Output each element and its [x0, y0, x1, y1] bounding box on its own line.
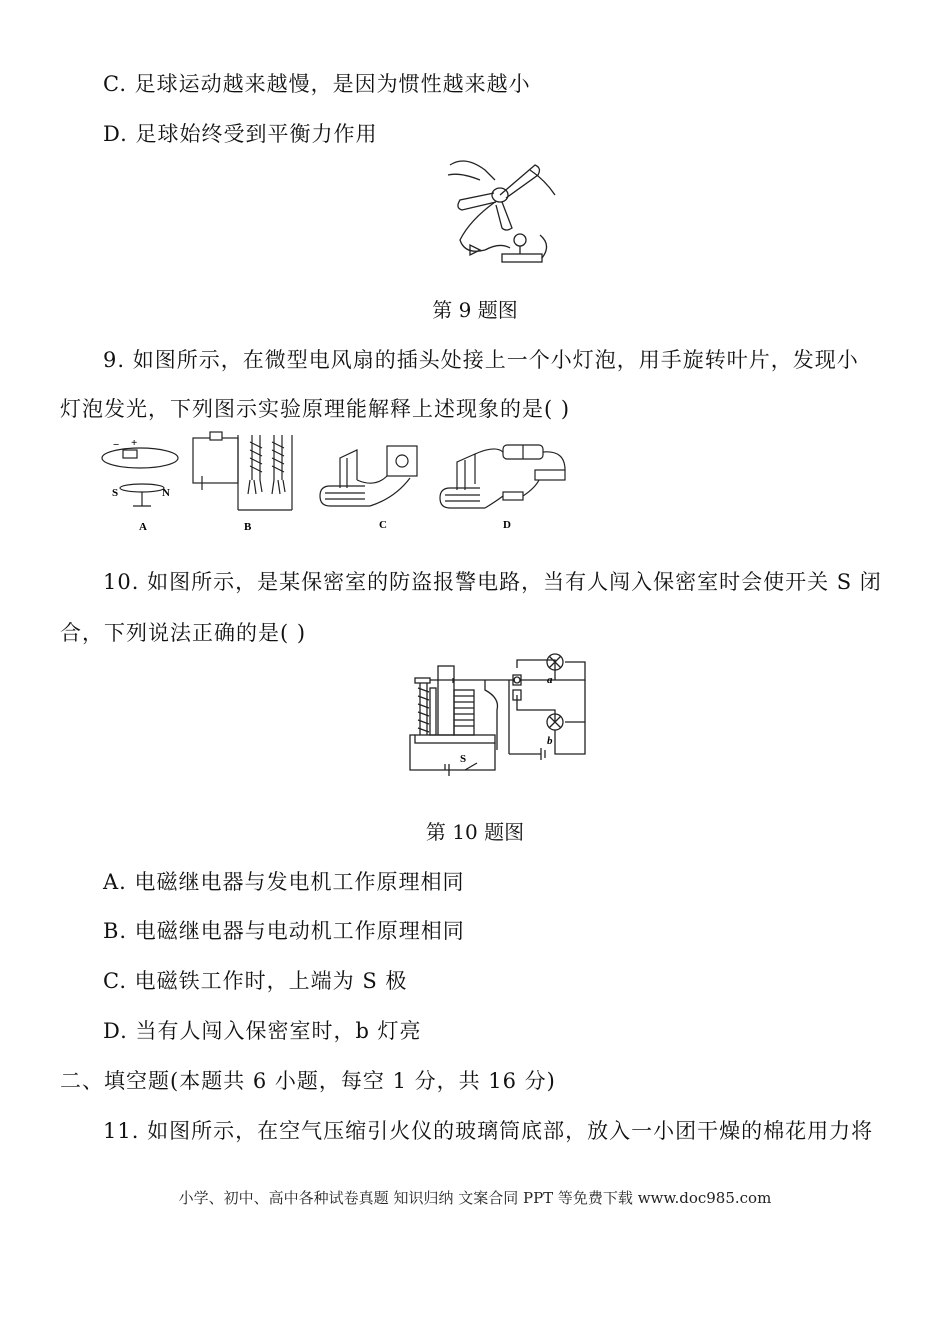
q10-option-d: D. 当有人闯入保密室时，b 灯亮 [103, 1019, 422, 1043]
q8-option-c: C. 足球运动越来越慢，是因为惯性越来越小 [103, 72, 531, 96]
option-d-figure [435, 440, 575, 538]
fan-bulb-figure [440, 150, 560, 275]
q10-line1: 10. 如图所示，是某保密室的防盗报警电路，当有人闯入保密室时会使开关 S 闭 [103, 570, 882, 594]
minus-sign: − [113, 439, 120, 451]
pole-n-label: N [162, 487, 170, 499]
q10-option-b: B. 电磁继电器与电动机工作原理相同 [103, 919, 465, 943]
q10-option-c: C. 电磁铁工作时，上端为 S 极 [103, 969, 408, 993]
option-a-figure [95, 438, 185, 538]
page-footer: 小学、初中、高中各种试卷真题 知识归纳 文案合同 PPT 等免费下载 www.doc985.com [178, 1189, 772, 1207]
fig9-caption: 第 9 题图 [432, 298, 518, 322]
option-d-label: D [503, 519, 511, 531]
q10-line2: 合，下列说法正确的是( ) [60, 621, 307, 645]
fig10-caption: 第 10 题图 [425, 820, 525, 844]
option-b-figure [190, 430, 300, 538]
q8-option-d: D. 足球始终受到平衡力作用 [103, 122, 378, 146]
switch-s-label: S [460, 753, 467, 765]
option-c-label: C [379, 519, 387, 531]
q9-line2: 灯泡发光，下列图示实验原理能解释上述现象的是( ) [60, 397, 571, 421]
alarm-circuit-figure [405, 650, 590, 780]
lamp-b-label: b [547, 735, 553, 747]
section2-heading: 二、填空题(本题共 6 小题，每空 1 分，共 16 分) [60, 1069, 556, 1093]
pole-s-label: S [112, 487, 119, 499]
option-a-label: A [139, 521, 147, 533]
lamp-a-label: a [547, 674, 553, 686]
option-c-figure [315, 438, 425, 538]
option-b-label: B [244, 521, 252, 533]
q10-option-a: A. 电磁继电器与发电机工作原理相同 [103, 870, 465, 894]
q11-line1: 11. 如图所示，在空气压缩引火仪的玻璃筒底部，放入一小团干燥的棉花用力将 [103, 1119, 874, 1143]
plus-sign: + [131, 438, 138, 449]
q9-line1: 9. 如图所示，在微型电风扇的插头处接上一个小灯泡，用手旋转叶片，发现小 [103, 348, 859, 372]
